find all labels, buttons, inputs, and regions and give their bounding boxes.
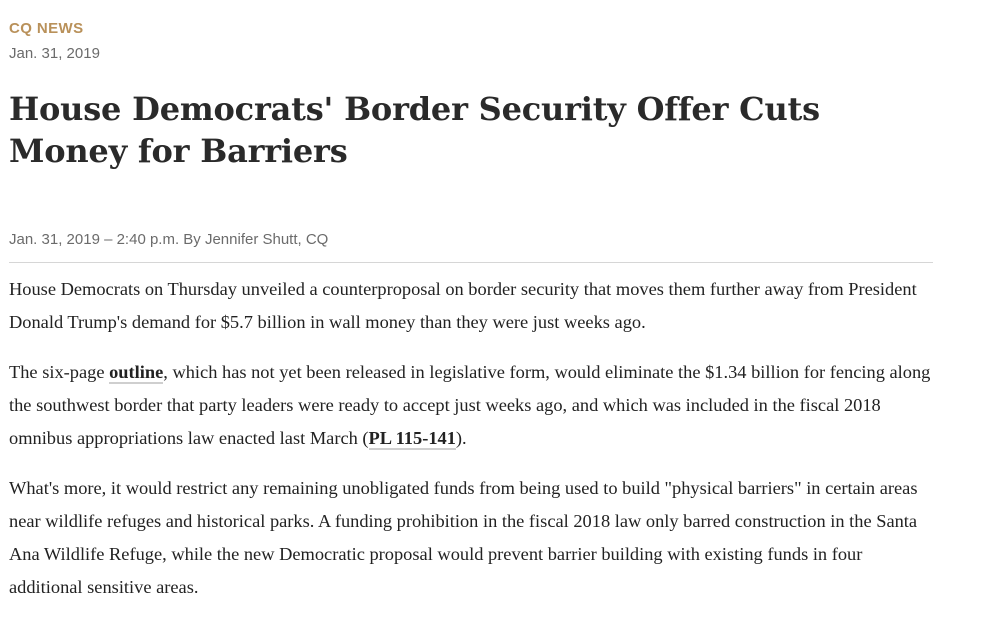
paragraph-2 <box>9 356 939 455</box>
outline-link[interactable]: outline <box>109 362 164 382</box>
section-kicker-link[interactable]: CQ NEWS <box>9 20 84 37</box>
paragraph-3: What's more, it would restrict any remaining unobligated funds from being used to build "physical barriers" in certain areas near wildlife refuges and historical parks. A funding prohibition in the fiscal 2018 law only barred construction in the Santa Ana Wildlife Refuge, while the new Democratic proposal would prevent barrier building with existing funds in four additional sensitive areas. <box>9 478 918 597</box>
paragraph-2-text-after: ). <box>455 428 467 448</box>
paragraph-2-text-before: The six-page <box>9 362 110 382</box>
article-body <box>9 273 939 621</box>
article-headline: House Democrats' Border Security Offer Cuts Money for Barriers <box>9 90 820 170</box>
paragraph-2-text-middle: , which has not yet been released in legislative form, would eliminate the $1.34 billion for fencing along the southwest border that party leaders were ready to accept just weeks ago, and which was included in the fiscal 2018 omnibus appropriations law enacted last March ( <box>9 362 931 448</box>
publish-date: Jan. 31, 2019 <box>9 45 100 62</box>
public-law-link[interactable]: PL 115-141 <box>368 428 456 448</box>
divider <box>9 262 933 263</box>
paragraph-1: House Democrats on Thursday unveiled a counterproposal on border security that moves them further away from President Donald Trump's demand for $5.7 billion in wall money than they were just weeks ago. <box>9 279 917 332</box>
byline: Jan. 31, 2019 – 2:40 p.m. By Jennifer Shutt, CQ <box>9 231 329 248</box>
